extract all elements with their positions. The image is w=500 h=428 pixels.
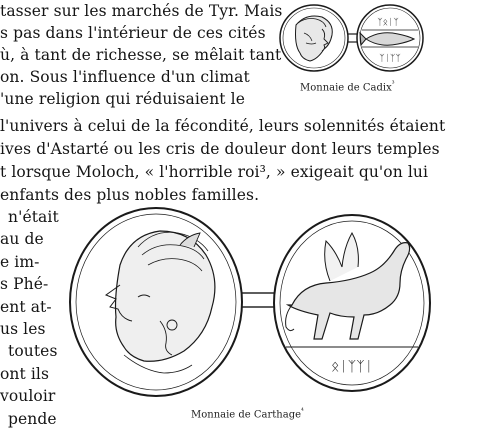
text-fragment: e im- (0, 253, 40, 271)
text-line: on. Sous l'influence d'un climat (0, 68, 250, 86)
coin-of-carthage-illustration (60, 205, 435, 405)
carthage-inscription: ᛟᛁᛉᛉᛁ (331, 359, 373, 375)
footnote-marker: ⁴ (301, 407, 304, 415)
text-fragment: us les (0, 320, 46, 338)
cadix-inscription-bottom: ᛉᛁᛉᛉ (379, 54, 401, 64)
cadix-inscription-top: ᛉᛟᛁᛉ (377, 18, 399, 28)
text-fragment: s Phé- (0, 275, 49, 293)
text-fragment: pende (8, 410, 57, 428)
text-line: l'univers à celui de la fécondité, leurs solennités étaient (0, 117, 446, 135)
figure-caption (191, 407, 304, 420)
text-line: ives d'Astarté ou les cris de douleur dont leurs temples (0, 140, 440, 158)
text-line: s pas dans l'intérieur de ces cités (0, 24, 266, 42)
text-fragment: vouloir (0, 387, 56, 405)
text-line: tasser sur les marchés de Tyr. Mais (0, 2, 283, 20)
text-line: t lorsque Moloch, « l'horrible roi³, » exigeait qu'on lui (0, 163, 429, 181)
text-fragment: ont ils (0, 365, 50, 383)
figure-caption (300, 80, 395, 93)
caption-text: Monnaie de Carthage (191, 409, 302, 421)
text-fragment: ent at- (0, 298, 52, 316)
coin-of-cadix-illustration (276, 3, 426, 75)
text-line: 'une religion qui réduisaient le (0, 90, 245, 108)
footnote-marker: ³ (391, 80, 395, 88)
text-fragment: toutes (8, 342, 58, 360)
text-fragment: au de (0, 230, 44, 248)
text-fragment: n'était (8, 208, 59, 226)
text-line: enfants des plus nobles familles. (0, 186, 260, 204)
text-line: ù, à tant de richesse, se mêlait tant (0, 46, 282, 64)
caption-text: Monnaie de Cadix (300, 82, 392, 94)
